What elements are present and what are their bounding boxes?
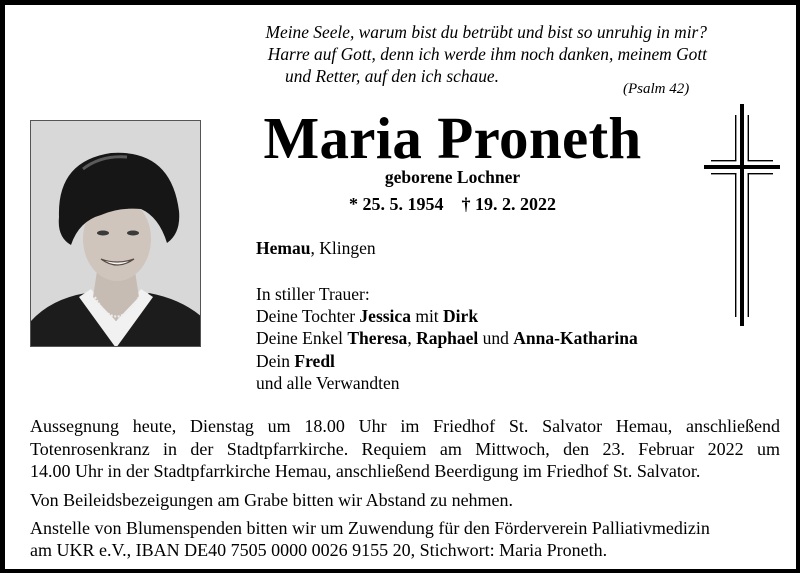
- service-line-2: Totenrosenkranz in der Stadtpfarrkirche. Requiem am Mittwoch, den 23. Februar 2022 um: [30, 438, 780, 459]
- donation-line-1: Anstelle von Blumenspenden bitten wir um Zuwendung für den Förderverein Palliativmedizin: [30, 518, 710, 538]
- mourner-text: Dein: [256, 350, 295, 371]
- mourner-name: Anna-Katharina: [513, 328, 638, 349]
- maiden-name: geborene Lochner: [384, 167, 521, 187]
- mourner-text: Deine Tochter: [256, 306, 360, 327]
- portrait-photo: [30, 120, 201, 347]
- mourner-line-partner: [256, 350, 638, 372]
- location-district: Klingen: [319, 238, 376, 258]
- mourner-name: Fredl: [294, 350, 335, 371]
- mourner-text: Deine Enkel: [256, 328, 348, 349]
- location-separator: ,: [310, 238, 320, 258]
- service-line-1: Aussegnung heute, Dienstag um 18.00 Uhr im Friedhof St. Salvator Hemau, anschließend: [30, 416, 780, 436]
- service-line-3: 14.00 Uhr in der Stadtpfarrkirche Hemau, anschließend Beerdigung im Friedhof St. Salvator.: [30, 461, 701, 481]
- location: [256, 237, 376, 259]
- mourner-text: und: [478, 328, 514, 349]
- service-info: [30, 415, 780, 483]
- verse-line-1: Meine Seele, warum bist du betrübt und bist so unruhig in mir?: [265, 22, 707, 42]
- donation-line-2: am UKR e.V., IBAN DE40 7505 0000 0026 9155 20, Stichwort: Maria Proneth.: [30, 540, 608, 560]
- mourner-name: Raphael: [416, 328, 479, 349]
- mourner-name: Theresa: [347, 328, 408, 349]
- verse-line-2: Harre auf Gott, denn ich werde ihm noch danken, meinem Gott: [267, 44, 707, 64]
- mourners-intro: In stiller Trauer:: [256, 284, 370, 304]
- mourner-name: Dirk: [443, 306, 479, 327]
- deceased-name: Maria Proneth: [263, 105, 642, 171]
- mourner-line-grandchildren: [256, 327, 638, 349]
- mourner-name: Jessica: [359, 306, 411, 327]
- life-dates: * 25. 5. 1954 † 19. 2. 2022: [349, 194, 556, 214]
- location-town: Hemau: [256, 238, 311, 258]
- mourner-text: mit: [410, 306, 444, 327]
- cross-icon: [702, 102, 782, 328]
- psalm-verse: [185, 21, 707, 87]
- donation-info: [30, 517, 780, 561]
- mourners-closing: und alle Verwandten: [256, 372, 400, 393]
- mourners-list: [256, 283, 638, 394]
- verse-line-3: und Retter, auf den ich schaue.: [285, 66, 499, 86]
- mourner-text: ,: [407, 328, 417, 349]
- verse-source: (Psalm 42): [623, 81, 690, 97]
- portrait-image: [31, 121, 201, 347]
- mourner-line-daughter: [256, 305, 638, 327]
- condolence-note: Von Beileidsbezeigungen am Grabe bitten wir Abstand zu nehmen.: [30, 490, 514, 510]
